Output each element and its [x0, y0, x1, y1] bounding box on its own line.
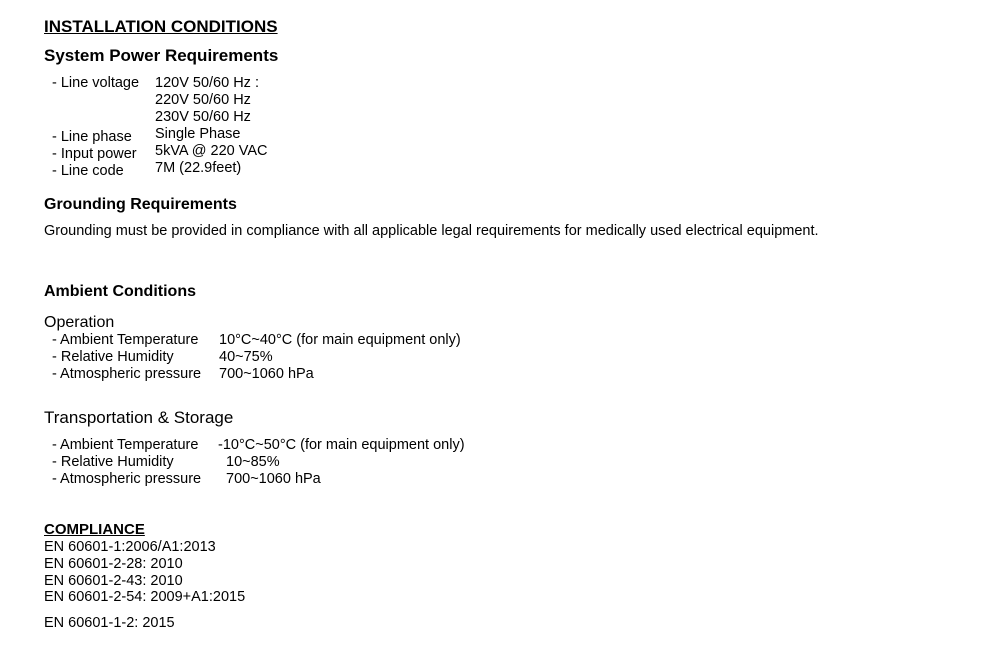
operation-title: Operation [44, 314, 115, 331]
transport-label-pressure: - Atmospheric pressure [52, 471, 202, 487]
operation-value-temp: 10°C~40°C (for main equipment only) [219, 332, 461, 348]
operation-value-pressure: 700~1060 hPa [219, 366, 314, 382]
compliance-item: EN 60601-2-54: 2009+A1:2015 [44, 589, 246, 606]
compliance-item: EN 60601-2-43: 2010 [44, 572, 183, 589]
document-title: INSTALLATION CONDITIONS [44, 17, 278, 36]
ambient-heading: Ambient Conditions [44, 283, 196, 300]
power-input-value: 5kVA @ 220 VAC [155, 143, 268, 159]
transport-value-pressure: 700~1060 hPa [226, 471, 321, 487]
power-voltage-1: 120V 50/60 Hz : [155, 75, 259, 91]
grounding-heading: Grounding Requirements [44, 196, 237, 213]
power-label-input: - Input power [52, 146, 137, 162]
transport-value-temp: -10°C~50°C (for main equipment only) [218, 437, 465, 453]
compliance-item-emc: EN 60601-1-2: 2015 [44, 615, 175, 631]
operation-label-pressure: - Atmospheric pressure [52, 366, 202, 382]
power-code-value: 7M (22.9feet) [155, 160, 242, 176]
transport-label-temp: - Ambient Temperature [52, 437, 199, 453]
compliance-list [44, 539, 245, 606]
power-label-voltage: - Line voltage [52, 75, 140, 91]
power-voltage-2: 220V 50/60 Hz [155, 92, 251, 108]
transport-label-humidity: - Relative Humidity [52, 454, 174, 470]
compliance-item: EN 60601-2-28: 2010 [44, 555, 183, 572]
transport-title: Transportation & Storage [44, 408, 234, 427]
power-phase-value: Single Phase [155, 126, 241, 142]
operation-label-humidity: - Relative Humidity [52, 349, 174, 365]
power-voltage-3: 230V 50/60 Hz [155, 109, 251, 125]
power-heading: System Power Requirements [44, 46, 279, 65]
operation-value-humidity: 40~75% [219, 349, 273, 365]
operation-label-temp: - Ambient Temperature [52, 332, 199, 348]
power-label-code: - Line code [52, 163, 124, 179]
compliance-heading: COMPLIANCE [44, 521, 145, 538]
power-label-phase: - Line phase [52, 129, 132, 145]
compliance-item: EN 60601-1:2006/A1:2013 [44, 539, 216, 555]
grounding-text: Grounding must be provided in compliance with all applicable legal requirements for medically used electrical equipment. [44, 223, 819, 239]
transport-value-humidity: 10~85% [226, 454, 280, 470]
